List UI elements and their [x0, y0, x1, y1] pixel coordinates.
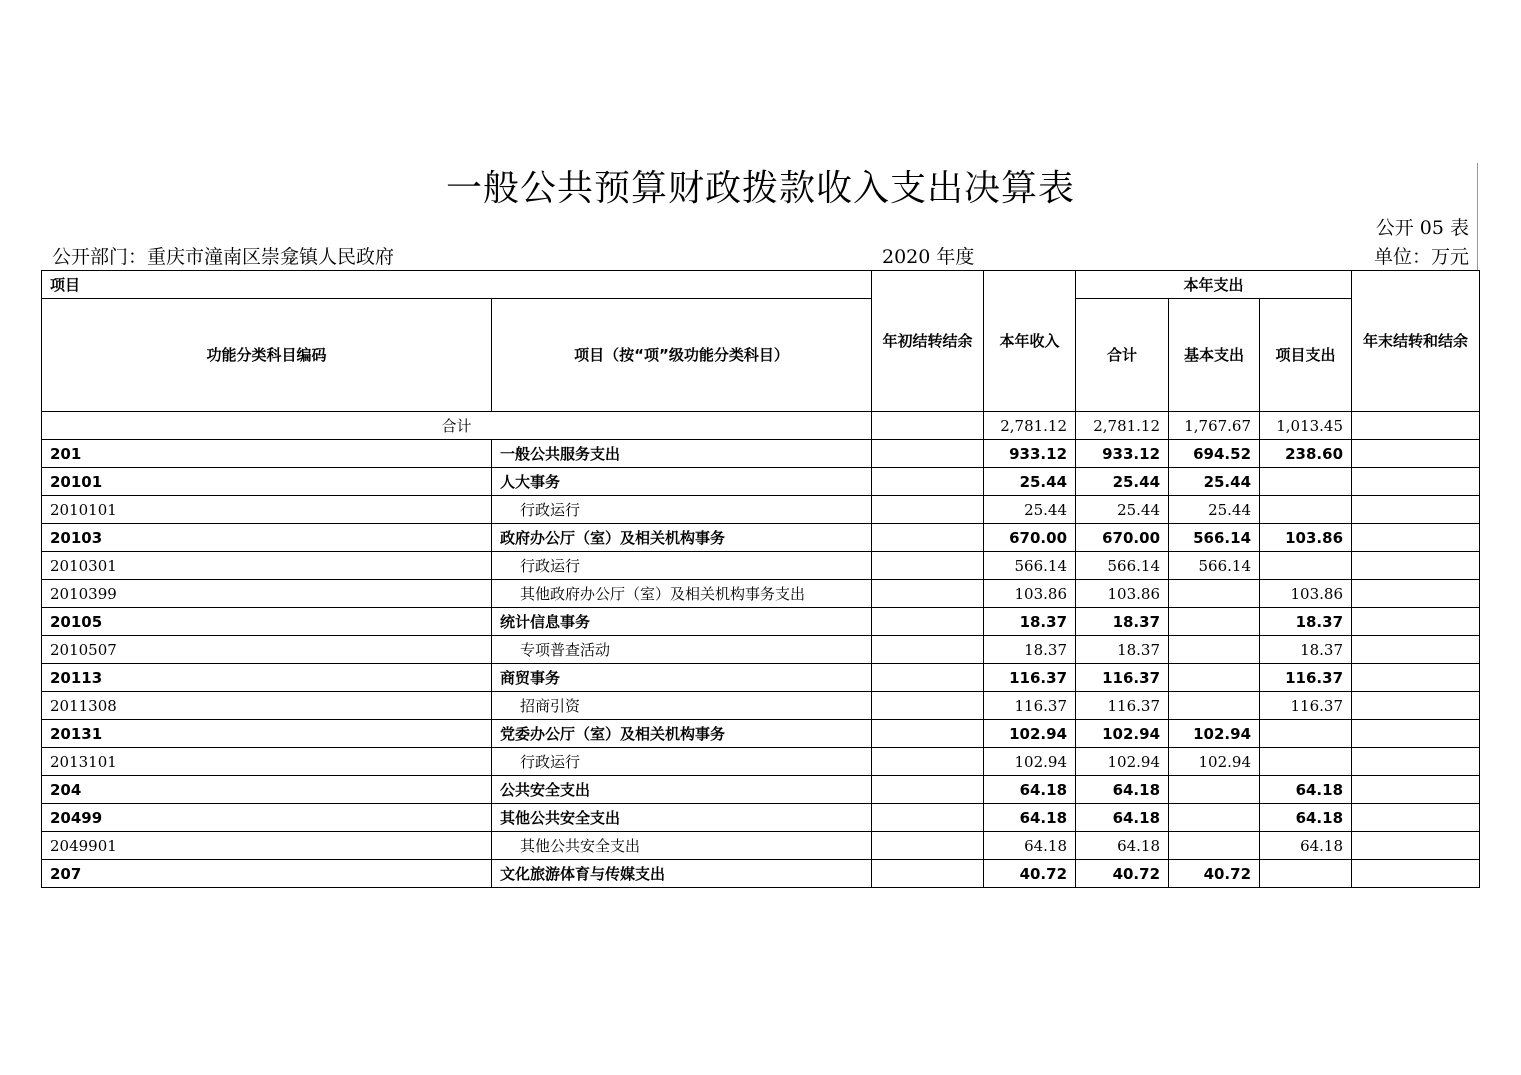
cell-income: 25.44	[984, 496, 1076, 524]
cell-income: 18.37	[984, 636, 1076, 664]
cell-project	[1260, 496, 1352, 524]
cell-end-balance	[1352, 524, 1480, 552]
cell-end-balance	[1352, 496, 1480, 524]
table-row	[42, 608, 1480, 636]
cell-total: 102.94	[1076, 748, 1169, 776]
cell-basic: 25.44	[1169, 496, 1260, 524]
cell-item-name: 行政运行	[492, 552, 872, 580]
cell-income: 25.44	[984, 468, 1076, 496]
cell-code: 20103	[42, 524, 492, 552]
cell-basic	[1169, 832, 1260, 860]
cell-code: 204	[42, 776, 492, 804]
cell-total: 670.00	[1076, 524, 1169, 552]
cell-income: 933.12	[984, 440, 1076, 468]
header-expenditure: 本年支出	[1076, 271, 1352, 299]
cell-end-balance	[1352, 720, 1480, 748]
table-row	[42, 860, 1480, 888]
unit-label: 单位：万元	[1373, 246, 1469, 268]
cell-project: 64.18	[1260, 776, 1352, 804]
cell-basic: 102.94	[1169, 748, 1260, 776]
table-row	[42, 552, 1480, 580]
cell-total: 64.18	[1076, 832, 1169, 860]
cell-total: 18.37	[1076, 608, 1169, 636]
cell-income: 103.86	[984, 580, 1076, 608]
department-label: 公开部门：重庆市潼南区崇龛镇人民政府	[52, 246, 395, 268]
cell-end-balance	[1352, 468, 1480, 496]
table-row	[42, 804, 1480, 832]
cell-total: 64.18	[1076, 776, 1169, 804]
cell-item-name: 其他政府办公厅（室）及相关机构事务支出	[492, 580, 872, 608]
cell-basic	[1169, 636, 1260, 664]
cell-begin-balance	[872, 860, 984, 888]
cell-code: 20105	[42, 608, 492, 636]
table-row	[42, 776, 1480, 804]
cell-income: 102.94	[984, 720, 1076, 748]
cell-basic: 102.94	[1169, 720, 1260, 748]
cell-basic: 25.44	[1169, 468, 1260, 496]
cell-end-balance	[1352, 832, 1480, 860]
cell-item-name: 商贸事务	[492, 664, 872, 692]
total-label: 合计	[42, 412, 872, 440]
cell-income: 566.14	[984, 552, 1076, 580]
total-income: 2,781.12	[984, 412, 1076, 440]
header-project: 项目	[42, 271, 872, 299]
fiscal-year: 2020 年度	[882, 246, 975, 268]
cell-begin-balance	[872, 608, 984, 636]
cell-total: 933.12	[1076, 440, 1169, 468]
cell-total: 18.37	[1076, 636, 1169, 664]
cell-begin-balance	[872, 664, 984, 692]
cell-total: 103.86	[1076, 580, 1169, 608]
cell-item-name: 党委办公厅（室）及相关机构事务	[492, 720, 872, 748]
cell-basic	[1169, 804, 1260, 832]
table-row	[42, 440, 1480, 468]
cell-begin-balance	[872, 776, 984, 804]
cell-code: 2013101	[42, 748, 492, 776]
cell-item-name: 其他公共安全支出	[492, 804, 872, 832]
cell-begin-balance	[872, 636, 984, 664]
cell-code: 20113	[42, 664, 492, 692]
cell-begin-balance	[872, 524, 984, 552]
cell-item-name: 其他公共安全支出	[492, 832, 872, 860]
total-total: 2,781.12	[1076, 412, 1169, 440]
cell-project	[1260, 748, 1352, 776]
table-row	[42, 468, 1480, 496]
cell-total: 64.18	[1076, 804, 1169, 832]
table-row	[42, 692, 1480, 720]
header-code: 功能分类科目编码	[42, 299, 492, 412]
cell-project: 64.18	[1260, 832, 1352, 860]
cell-begin-balance	[872, 580, 984, 608]
table-row	[42, 832, 1480, 860]
cell-project: 103.86	[1260, 580, 1352, 608]
cell-project: 103.86	[1260, 524, 1352, 552]
cell-code: 2010507	[42, 636, 492, 664]
cell-begin-balance	[872, 804, 984, 832]
cell-end-balance	[1352, 580, 1480, 608]
cell-income: 64.18	[984, 776, 1076, 804]
cell-basic: 40.72	[1169, 860, 1260, 888]
table-row	[42, 664, 1480, 692]
cell-basic: 694.52	[1169, 440, 1260, 468]
total-end-balance	[1352, 412, 1480, 440]
cell-item-name: 一般公共服务支出	[492, 440, 872, 468]
cell-code: 20131	[42, 720, 492, 748]
cell-income: 64.18	[984, 832, 1076, 860]
cell-begin-balance	[872, 496, 984, 524]
cell-end-balance	[1352, 664, 1480, 692]
cell-item-name: 招商引资	[492, 692, 872, 720]
cell-total: 25.44	[1076, 496, 1169, 524]
cell-end-balance	[1352, 860, 1480, 888]
cell-project	[1260, 468, 1352, 496]
cell-total: 116.37	[1076, 664, 1169, 692]
cell-project: 18.37	[1260, 608, 1352, 636]
cell-income: 40.72	[984, 860, 1076, 888]
table-row	[42, 720, 1480, 748]
cell-total: 40.72	[1076, 860, 1169, 888]
cell-basic: 566.14	[1169, 524, 1260, 552]
header-income: 本年收入	[984, 271, 1076, 412]
cell-item-name: 文化旅游体育与传媒支出	[492, 860, 872, 888]
header-project-exp: 项目支出	[1260, 299, 1352, 412]
cell-item-name: 行政运行	[492, 496, 872, 524]
cell-code: 2049901	[42, 832, 492, 860]
cell-item-name: 行政运行	[492, 748, 872, 776]
cell-basic	[1169, 692, 1260, 720]
header-total: 合计	[1076, 299, 1169, 412]
cell-code: 2011308	[42, 692, 492, 720]
table-row	[42, 496, 1480, 524]
cell-income: 116.37	[984, 664, 1076, 692]
cell-income: 670.00	[984, 524, 1076, 552]
table-row	[42, 524, 1480, 552]
cell-basic	[1169, 664, 1260, 692]
cell-begin-balance	[872, 748, 984, 776]
cell-code: 20101	[42, 468, 492, 496]
header-end-balance: 年末结转和结余	[1352, 271, 1480, 412]
cell-code: 2010399	[42, 580, 492, 608]
cell-code: 201	[42, 440, 492, 468]
cell-total: 566.14	[1076, 552, 1169, 580]
total-basic: 1,767.67	[1169, 412, 1260, 440]
cell-basic	[1169, 608, 1260, 636]
header-item: 项目（按“项”级功能分类科目）	[492, 299, 872, 412]
table-row	[42, 636, 1480, 664]
cell-begin-balance	[872, 692, 984, 720]
table-row	[42, 748, 1480, 776]
cell-basic	[1169, 580, 1260, 608]
cell-begin-balance	[872, 468, 984, 496]
cell-total: 116.37	[1076, 692, 1169, 720]
cell-code: 2010301	[42, 552, 492, 580]
cell-project: 64.18	[1260, 804, 1352, 832]
cell-project: 116.37	[1260, 692, 1352, 720]
cell-project: 238.60	[1260, 440, 1352, 468]
cell-end-balance	[1352, 440, 1480, 468]
total-begin-balance	[872, 412, 984, 440]
cell-code: 207	[42, 860, 492, 888]
cell-total: 102.94	[1076, 720, 1169, 748]
cell-end-balance	[1352, 552, 1480, 580]
cell-income: 18.37	[984, 608, 1076, 636]
cell-total: 25.44	[1076, 468, 1169, 496]
page-title: 一般公共预算财政拨款收入支出决算表	[445, 168, 1075, 209]
header-begin-balance: 年初结转结余	[872, 271, 984, 412]
cell-item-name: 公共安全支出	[492, 776, 872, 804]
cell-begin-balance	[872, 720, 984, 748]
header-basic: 基本支出	[1169, 299, 1260, 412]
cell-end-balance	[1352, 804, 1480, 832]
cell-begin-balance	[872, 552, 984, 580]
cell-item-name: 政府办公厅（室）及相关机构事务	[492, 524, 872, 552]
cell-income: 64.18	[984, 804, 1076, 832]
cell-begin-balance	[872, 832, 984, 860]
cell-code: 2010101	[42, 496, 492, 524]
cell-end-balance	[1352, 608, 1480, 636]
cell-item-name: 统计信息事务	[492, 608, 872, 636]
cell-item-name: 专项普查活动	[492, 636, 872, 664]
cell-basic	[1169, 776, 1260, 804]
cell-income: 102.94	[984, 748, 1076, 776]
cell-end-balance	[1352, 776, 1480, 804]
total-project: 1,013.45	[1260, 412, 1352, 440]
cell-project: 18.37	[1260, 636, 1352, 664]
cell-begin-balance	[872, 440, 984, 468]
cell-project	[1260, 720, 1352, 748]
cell-end-balance	[1352, 748, 1480, 776]
cell-project	[1260, 860, 1352, 888]
cell-project: 116.37	[1260, 664, 1352, 692]
cell-income: 116.37	[984, 692, 1076, 720]
cell-code: 20499	[42, 804, 492, 832]
cell-end-balance	[1352, 692, 1480, 720]
cell-item-name: 人大事务	[492, 468, 872, 496]
cell-end-balance	[1352, 636, 1480, 664]
budget-table	[41, 270, 1480, 888]
form-number: 公开 05 表	[1375, 217, 1469, 239]
cell-basic: 566.14	[1169, 552, 1260, 580]
cell-project	[1260, 552, 1352, 580]
table-row	[42, 580, 1480, 608]
